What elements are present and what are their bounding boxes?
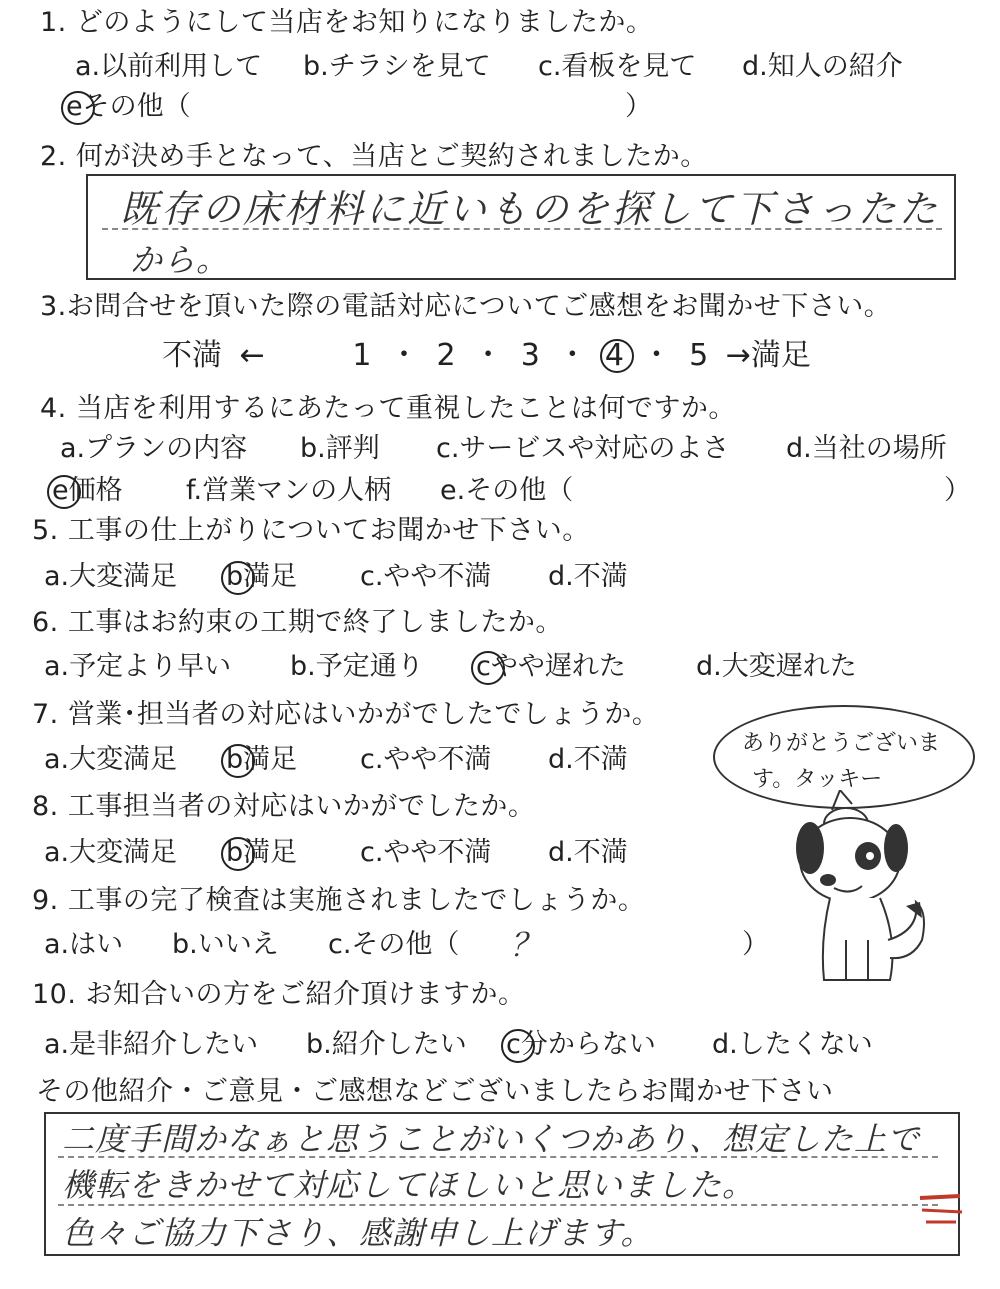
q5-selected-label: 満足 [243,561,298,592]
q1-option-b: b.チラシを見て [303,51,491,82]
q1-option-c: c.看板を見て [538,51,697,82]
q6-selected-label: やや遅れた [490,651,626,682]
q6-question: 6. 工事はお約束の工期で終了しましたか。 [32,607,563,638]
q4-option-f: f.営業マンの人柄 [186,475,392,506]
q6-option-a: a.予定より早い [44,651,232,682]
q4-option-e-other: e.その他（ [440,475,574,506]
q10-selected-circle: c [506,1029,521,1060]
comments-heading: その他紹介・ご意見・ご感想などございましたらお聞かせ下さい [36,1076,834,1107]
q7-selected-option [226,743,297,777]
q5-option-d: d.不満 [548,561,628,592]
q6-option-b: b.予定通り [290,651,424,682]
q2-answer-line1: 既存の床材料に近いものを探して下さったた [120,187,941,231]
comments-line-1: 二度手間かなぁと思うことがいくつかあり、想定した上で [62,1120,921,1158]
q1-other-label: その他（ [82,91,191,122]
q5-selected-circle: b [226,561,244,592]
q3-scale-row: 不満 ← 1 ・ 2 ・ 3 ・ 4 ・ 5 →満足 [162,338,811,373]
q8-option-c: c.やや不満 [360,837,492,868]
q4-selected-label: 価格 [68,475,123,506]
q9-other-close: ） [742,929,769,960]
q10-selected-option [506,1028,656,1062]
q1-option-a: a.以前利用して [75,51,263,82]
q10-option-d: d.したくない [712,1029,873,1060]
q3-scale-1: 1 [352,338,372,373]
q7-selected-label: 満足 [243,744,298,775]
q1-option-d: d.知人の紹介 [742,51,903,82]
q4-option-b: b.評判 [300,433,380,464]
mascot-dog-illustration [780,790,960,990]
q7-question: 7. 営業･担当者の対応はいかがでしたでしょうか。 [32,699,660,730]
stamp-mark-icon [916,1190,966,1230]
q9-question: 9. 工事の完了検査は実施されましたでしょうか。 [32,885,646,916]
q9-option-c: c.その他（ [328,929,460,960]
q10-selected-label: 分からない [520,1029,656,1060]
q5-option-a: a.大変満足 [44,561,178,592]
q4-selected-circle: e [52,475,69,506]
q4-question: 4. 当店を利用するにあたって重視したことは何ですか。 [40,393,736,424]
q9-option-a: a.はい [44,929,124,960]
q3-high-label: →満足 [725,338,811,373]
q10-option-b: b.紹介したい [306,1029,467,1060]
q5-option-c: c.やや不満 [360,561,492,592]
q6-option-d: d.大変遅れた [696,651,857,682]
q8-option-d: d.不満 [548,837,628,868]
q8-selected-label: 満足 [243,837,298,868]
mascot-bubble-line-1: ありがとうございま [742,731,941,756]
q4-other-close: ） [944,475,971,506]
q5-question: 5. 工事の仕上がりについてお聞かせ下さい。 [32,515,590,546]
q10-option-a: a.是非紹介したい [44,1029,259,1060]
q4-option-d: d.当社の場所 [786,433,947,464]
q6-selected-option [476,650,626,684]
q7-option-a: a.大変満足 [44,744,178,775]
q3-scale-3: 3 [520,338,540,373]
q7-option-d: d.不満 [548,744,628,775]
q4-selected-option [52,474,123,508]
q1-option-e [66,90,191,124]
red-stamp-mark [916,1190,966,1236]
q3-scale-4-selected: 4 [604,338,624,373]
q9-handwritten-answer: ？ [510,926,544,964]
q3-scale-5: 5 [689,338,709,373]
q1-question: 1. どのようにして当店をお知りになりましたか。 [40,7,654,38]
q2-question: 2. 何が決め手となって、当店とご契約されましたか。 [40,141,708,172]
q7-selected-circle: b [226,744,244,775]
q4-option-c: c.サービスや対応のよさ [436,433,730,464]
q4-option-a: a.プランの内容 [60,433,248,464]
q8-option-a: a.大変満足 [44,837,178,868]
q1-selected-circle: e [66,91,83,122]
q9-option-b: b.いいえ [172,929,279,960]
q8-question: 8. 工事担当者の対応はいかがでしたか。 [32,791,536,822]
q10-question: 10. お知合いの方をご紹介頂けますか。 [32,979,526,1010]
q3-scale-2: 2 [436,338,456,373]
q6-selected-circle: c [476,651,491,682]
q7-option-c: c.やや不満 [360,744,492,775]
mascot-bubble-line-2: す。タッキー [752,767,883,792]
q3-question: 3.お問合せを頂いた際の電話対応についてご感想をお聞かせ下さい。 [40,291,892,322]
q2-answer-line2: から。 [130,241,230,279]
q8-selected-circle: b [226,837,244,868]
q8-selected-option [226,836,297,870]
q3-low-label: 不満 ← [162,338,265,373]
q5-selected-option [226,560,297,594]
comments-line-3: 色々ご協力下さり、感謝申し上げます。 [62,1214,654,1252]
q1-other-close: ） [625,91,652,122]
comments-line-2: 機転をきかせて対応してほしいと思いました。 [62,1166,756,1204]
